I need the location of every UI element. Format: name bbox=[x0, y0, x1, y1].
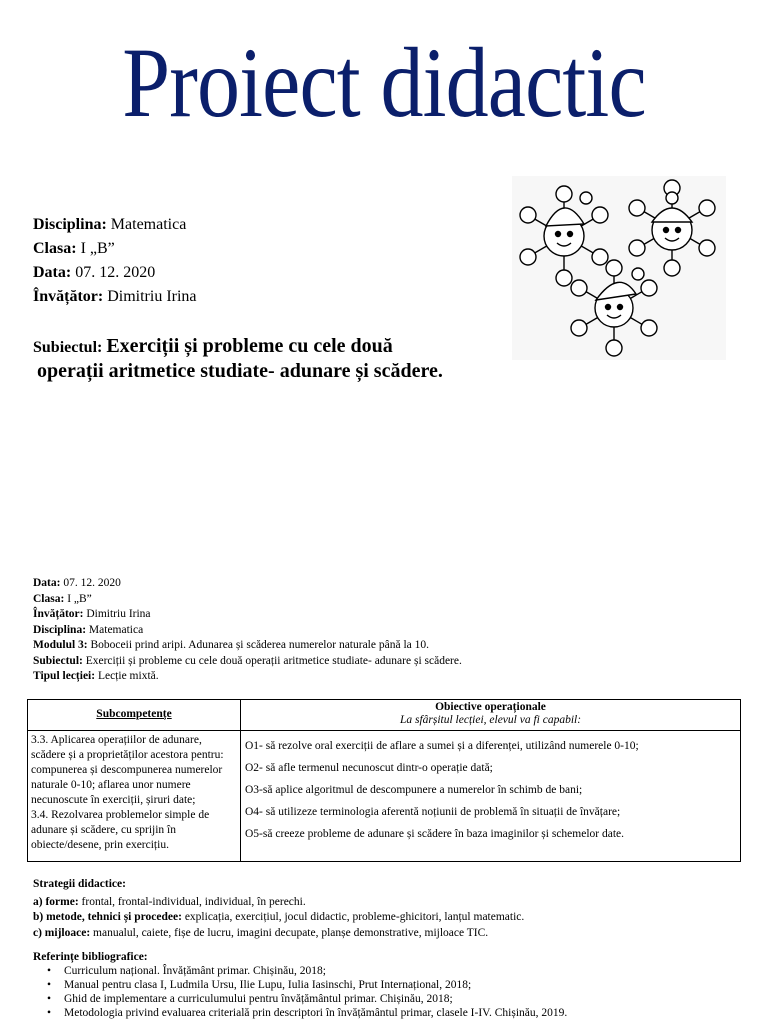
references-list bbox=[47, 964, 753, 1020]
cover-clasa: Clasa: I „B” bbox=[33, 240, 115, 257]
info-data: Data: 07. 12. 2020 bbox=[33, 577, 121, 589]
strategies-section bbox=[33, 877, 733, 941]
list-item: • Manual pentru clasa I, Ludmila Ursu, Ilie Lupu, Iulia Iasinschi, Prut Internațional, 2018; bbox=[47, 978, 753, 992]
list-item: • Curriculum național. Învățământ primar. Chișinău, 2018; bbox=[47, 964, 753, 978]
objective-o2: O2- să afle termenul necunoscut dintr-o operație dată; bbox=[245, 761, 493, 774]
info-tipul: Tipul lecției: Lecție mixtă. bbox=[33, 670, 159, 682]
table-row bbox=[28, 730, 741, 862]
strategies-metode: b) metode, tehnici și procedee: explicația, exercițiul, jocul didactic, probleme-ghicitori, lanțul matematic. bbox=[33, 911, 525, 923]
document-title: Proiect didactic bbox=[122, 27, 646, 138]
subcompetente-header: Subcompetențe bbox=[28, 700, 241, 731]
objectives-table bbox=[27, 699, 741, 862]
info-modulul: Modulul 3: Boboceii prind aripi. Adunarea și scăderea numerelor naturale până la 10. bbox=[33, 639, 429, 651]
subcompetenta-3-3: 3.3. Aplicarea operațiilor de adunare, scădere și a proprietăților acestora pentru: compunerea și descompunerea numerelor naturale 0-10; aflarea unor numere necunoscute în exerciții, șiruri date; bbox=[31, 733, 224, 806]
objective-o5: O5-să creeze probleme de adunare și scădere în baza imaginilor și schemelor date. bbox=[245, 827, 625, 840]
info-disciplina: Disciplina: Matematica bbox=[33, 623, 144, 636]
objective-o3: O3-să aplice algoritmul de descompunere a numerelor în schimb de bani; bbox=[245, 783, 583, 796]
cover-disciplina: Disciplina: Matematica bbox=[33, 216, 187, 233]
objectives-hint: La sfârșitul lecției, elevul va fi capabil: bbox=[399, 714, 582, 726]
strategies-heading: Strategii didactice: bbox=[33, 878, 126, 890]
objectives-header: Obiective operaționale La sfârșitul lecției, elevul va fi capabil: bbox=[241, 700, 741, 731]
objectives-cell bbox=[241, 730, 741, 862]
list-item: • Metodologia privind evaluarea criterială prin descriptori în învățământul primar, clasele I-IV. Chișinău, 2019. bbox=[47, 1006, 753, 1020]
objective-o4: O4- să utilizeze terminologia aferentă noțiunii de problemă în situații de învățare; bbox=[245, 805, 621, 818]
info-clasa: Clasa: I „B” bbox=[33, 592, 92, 605]
objective-o1: O1- să rezolve oral exerciții de aflare a sumei și a diferenței, utilizând numerele 0-10; bbox=[245, 739, 639, 752]
cover-info-block bbox=[33, 213, 197, 309]
references-heading: Referințe bibliografice: bbox=[33, 951, 148, 963]
cover-subject-line2: operații aritmetice studiate- adunare și scădere. bbox=[37, 360, 443, 382]
cover-subject bbox=[33, 335, 503, 383]
references-section bbox=[33, 950, 753, 1020]
strategies-mijloace: c) mijloace: manualul, caiete, fișe de lucru, imagini decupate, planșe demonstrative, mijloace TIC. bbox=[33, 926, 489, 939]
subcompetenta-3-4: 3.4. Rezolvarea problemelor simple de adunare și scădere, cu sprijin în obiecte/desene, prin exercițiu. bbox=[31, 808, 210, 851]
info-subiect: Subiectul: Exerciții și probleme cu cele două operații aritmetice studiate- adunare și scădere. bbox=[33, 654, 462, 667]
list-item: • Ghid de implementare a curriculumului pentru învățământul primar. Chișinău, 2018; bbox=[47, 992, 753, 1006]
table-header-row bbox=[28, 700, 741, 731]
subcompetente-cell bbox=[28, 730, 241, 862]
lesson-info-block bbox=[33, 576, 462, 685]
cover-subject-label: Subiectul: bbox=[33, 339, 103, 356]
strategies-forme: a) forme: frontal, frontal-individual, individual, în perechi. bbox=[33, 895, 306, 908]
cover-data: Data: 07. 12. 2020 bbox=[33, 264, 156, 281]
cover-invatator: Învățător: Dimitriu Irina bbox=[33, 288, 197, 305]
snowflake-characters-illustration bbox=[512, 176, 726, 360]
cover-subject-line1: Exerciții și probleme cu cele două bbox=[106, 335, 393, 357]
info-invatator: Învățător: Dimitriu Irina bbox=[33, 608, 151, 620]
